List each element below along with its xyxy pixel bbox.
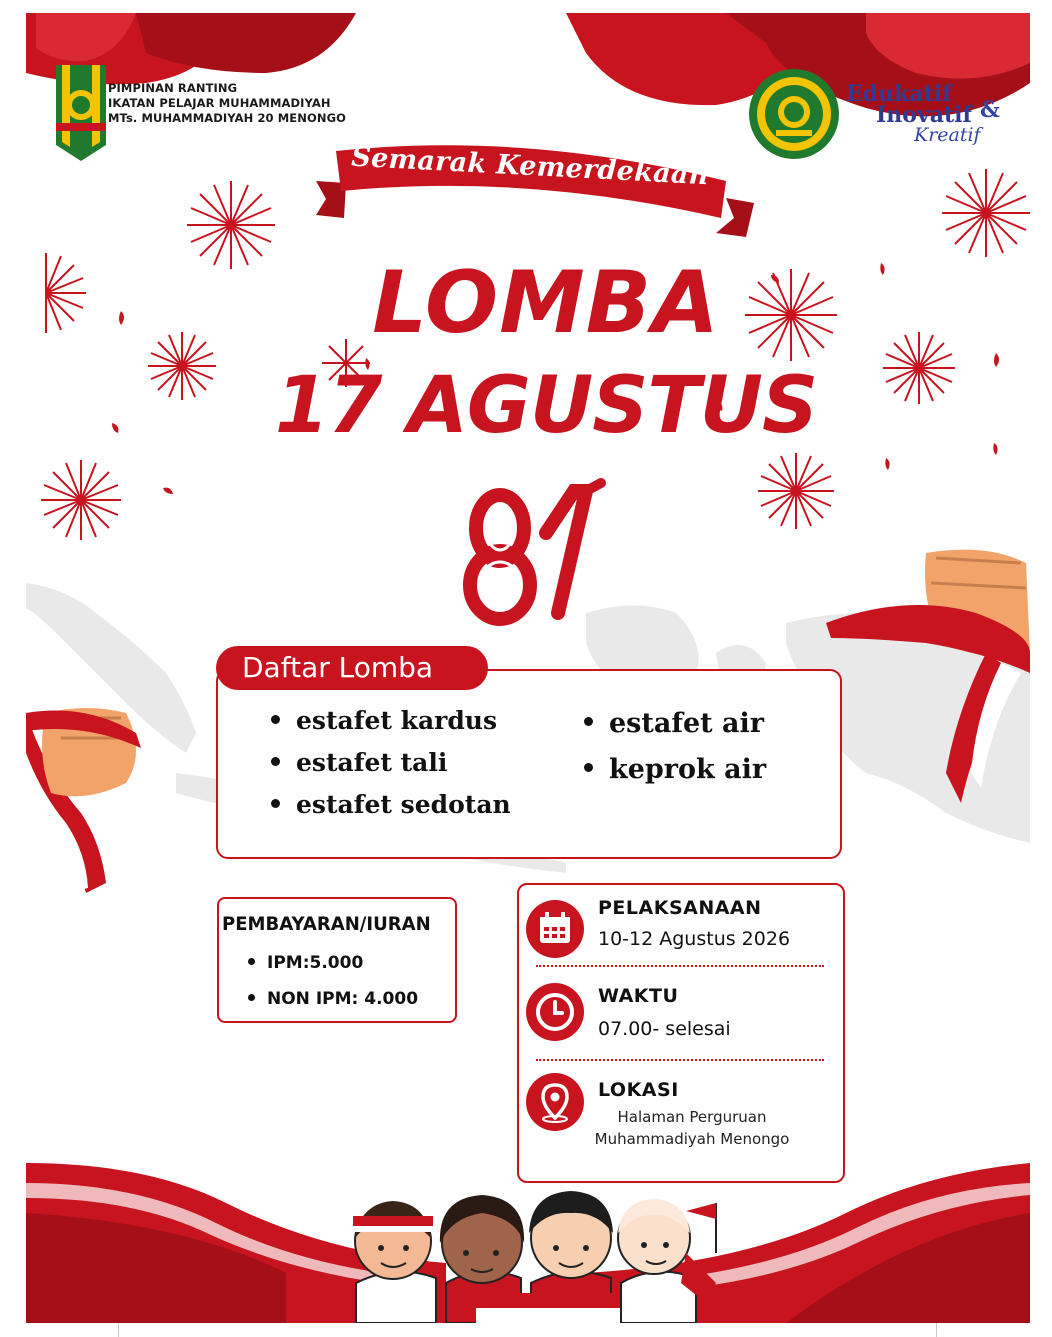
title-17-agustus: 17 AGUSTUS xyxy=(274,361,818,451)
lokasi-value xyxy=(574,1106,810,1150)
org-line-2: IKATAN PELAJAR MUHAMMADIYAH xyxy=(108,96,331,110)
waktu-value: 07.00- selesai xyxy=(598,1018,731,1040)
bullet-icon xyxy=(584,717,593,726)
bullet-icon xyxy=(271,757,280,766)
org-line-3: MTs. MUHAMMADIYAH 20 MENONGO xyxy=(108,111,346,125)
lomba-item xyxy=(271,790,511,819)
org-line-1: PIMPINAN RANTING xyxy=(108,81,238,95)
clock-icon xyxy=(526,983,584,1041)
motto-word-1: Edukatif xyxy=(846,81,952,107)
school-seal-logo xyxy=(748,68,840,160)
page-bottom-edge xyxy=(0,1323,1052,1337)
divider xyxy=(536,1059,824,1061)
lokasi-line-2: Muhammadiyah Menongo xyxy=(594,1130,790,1148)
bullet-icon xyxy=(584,763,593,772)
bullet-icon xyxy=(271,799,280,808)
lomba-item-label: keprok air xyxy=(609,754,767,785)
organization-name xyxy=(108,81,346,126)
lomba-item xyxy=(584,708,764,739)
calendar-icon xyxy=(526,900,584,958)
payment-item-label: NON IPM: 4.000 xyxy=(267,989,419,1009)
pelaksanaan-value: 10-12 Agustus 2026 xyxy=(598,928,791,950)
pelaksanaan-title: PELAKSANAAN xyxy=(598,897,762,919)
payment-item-label: IPM:5.000 xyxy=(267,953,364,973)
crop-mark xyxy=(936,1323,937,1337)
ribbon-text: Semarak Kemerdekaan xyxy=(350,141,710,192)
motto-word-2: Inovatif xyxy=(876,102,972,128)
payment-item xyxy=(248,989,418,1009)
divider xyxy=(536,965,824,967)
lokasi-title: LOKASI xyxy=(598,1079,679,1101)
title-lomba: LOMBA xyxy=(372,253,720,353)
lomba-item xyxy=(584,754,766,785)
ipm-emblem-logo xyxy=(56,65,106,161)
lomba-item-label: estafet kardus xyxy=(296,706,498,735)
motto-ampersand: & xyxy=(980,97,1000,123)
payment-item xyxy=(248,953,363,973)
lokasi-line-1: Halaman Perguruan xyxy=(617,1108,767,1126)
lomba-list-heading: Daftar Lomba xyxy=(216,646,488,690)
motto-word-3: Kreatif xyxy=(914,124,981,146)
bullet-icon xyxy=(248,958,255,965)
lomba-item xyxy=(271,706,497,735)
crop-mark xyxy=(118,1323,119,1337)
poster xyxy=(26,13,1030,1323)
anniversary-logo-81 xyxy=(470,483,601,619)
bullet-icon xyxy=(271,715,280,724)
lomba-item-label: estafet sedotan xyxy=(296,790,511,819)
kids-illustration xyxy=(353,1191,716,1323)
waktu-title: WAKTU xyxy=(598,985,679,1007)
left-fist-flag xyxy=(26,708,141,893)
lomba-item xyxy=(271,748,447,777)
lomba-item-label: estafet air xyxy=(609,708,764,739)
payment-title: PEMBAYARAN/IURAN xyxy=(222,913,431,935)
fireworks xyxy=(41,169,1030,540)
lomba-item-label: estafet tali xyxy=(296,748,448,777)
bullet-icon xyxy=(248,994,255,1001)
